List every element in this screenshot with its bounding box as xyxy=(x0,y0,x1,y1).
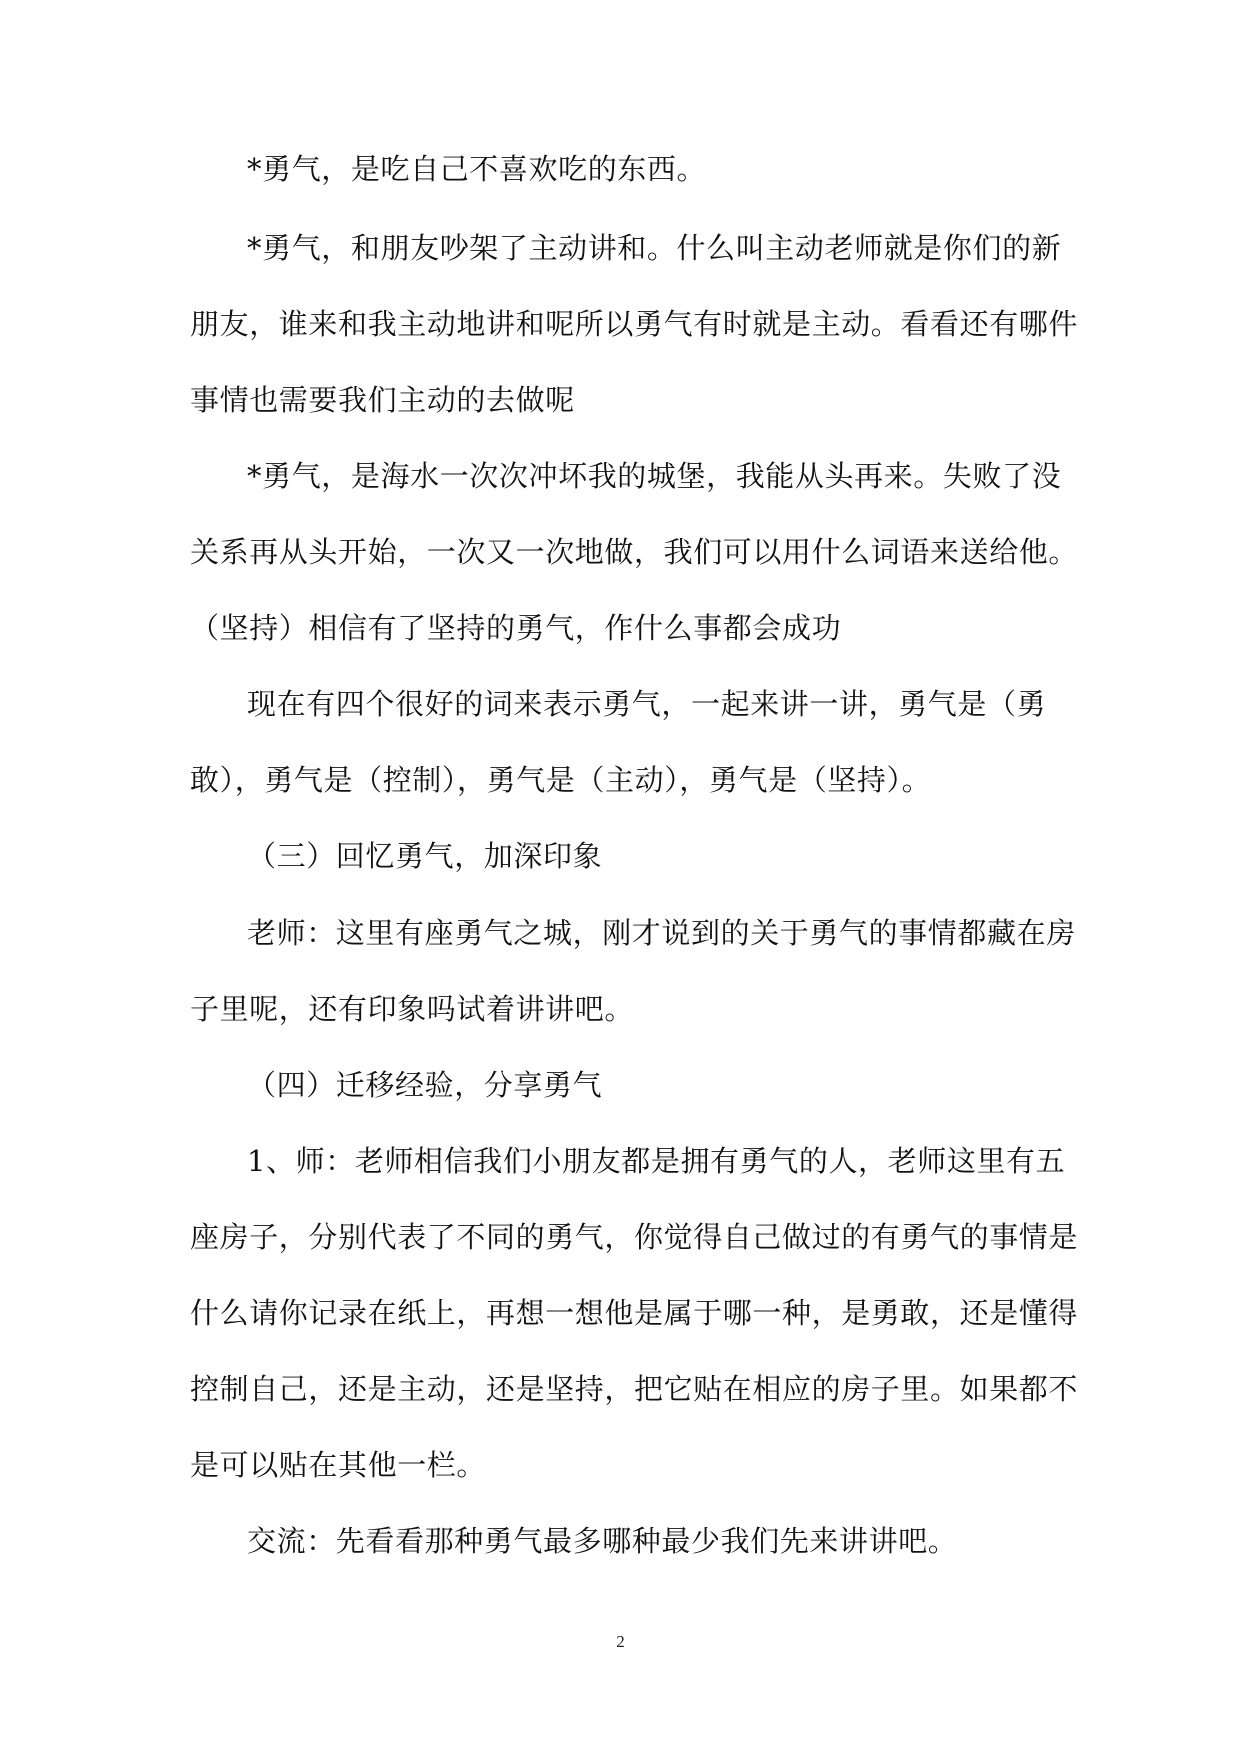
paragraph-line: 事情也需要我们主动的去做呢 xyxy=(190,383,575,417)
paragraph-line: 朋友，谁来和我主动地讲和呢所以勇气有时就是主动。看看还有哪件 xyxy=(190,307,1079,341)
paragraph-line: 1、师：老师相信我们小朋友都是拥有勇气的人，老师这里有五 xyxy=(247,1144,1066,1178)
paragraph-line: *勇气，和朋友吵架了主动讲和。什么叫主动老师就是你们的新 xyxy=(247,231,1062,265)
paragraph-line: *勇气，是吃自己不喜欢吃的东西。 xyxy=(247,152,707,186)
paragraph-line: 什么请你记录在纸上，再想一想他是属于哪一种，是勇敢，还是懂得 xyxy=(190,1296,1079,1330)
paragraph-line: 交流：先看看那种勇气最多哪种最少我们先来讲讲吧。 xyxy=(247,1524,958,1558)
paragraph-line: 现在有四个很好的词来表示勇气，一起来讲一讲，勇气是（勇 xyxy=(247,687,1047,721)
page-number: 2 xyxy=(616,1632,625,1651)
paragraph-line: （坚持）相信有了坚持的勇气，作什么事都会成功 xyxy=(190,611,842,645)
section-heading: （四）迁移经验，分享勇气 xyxy=(247,1068,603,1102)
paragraph-line: 子里呢，还有印象吗试着讲讲吧。 xyxy=(190,992,635,1026)
paragraph-line: 老师：这里有座勇气之城，刚才说到的关于勇气的事情都藏在房 xyxy=(247,916,1076,950)
section-heading: （三）回忆勇气，加深印象 xyxy=(247,839,603,873)
paragraph-line: 敢），勇气是（控制），勇气是（主动），勇气是（坚持）。 xyxy=(190,763,932,797)
paragraph-line: *勇气，是海水一次次冲坏我的城堡，我能从头再来。失败了没 xyxy=(247,459,1062,493)
paragraph-line: 座房子，分别代表了不同的勇气，你觉得自己做过的有勇气的事情是 xyxy=(190,1220,1079,1254)
paragraph-line: 控制自己，还是主动，还是坚持，把它贴在相应的房子里。如果都不 xyxy=(190,1372,1079,1406)
paragraph-line: 关系再从头开始，一次又一次地做，我们可以用什么词语来送给他。 xyxy=(190,535,1079,569)
paragraph-line: 是可以贴在其他一栏。 xyxy=(190,1448,487,1482)
